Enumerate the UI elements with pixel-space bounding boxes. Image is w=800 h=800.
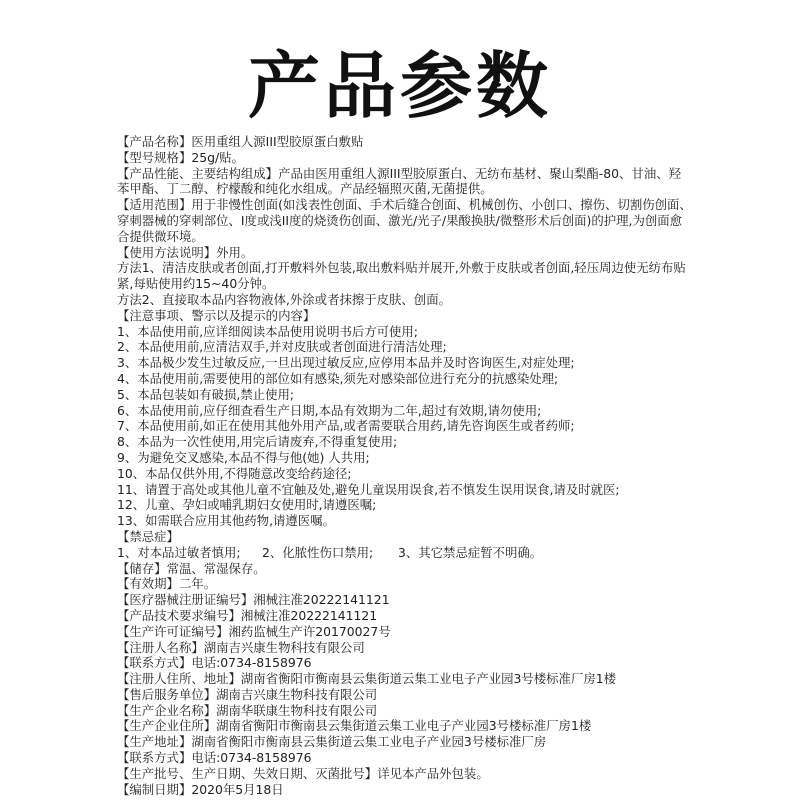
spec-row (117, 150, 692, 166)
storage-value: 常温、常湿保存。 (166, 560, 266, 576)
storage-label: 【储存】 (117, 560, 167, 576)
aftersale-label: 【售后服务单位】 (117, 686, 217, 702)
product-name-value: 医用重组人源III型胶原蛋白敷贴 (191, 134, 364, 149)
scope-row (117, 197, 692, 244)
manufacturer-value: 湖南华联康生物科技有限公司 (216, 702, 378, 718)
caution-item: 3、本品极少发生过敏反应,一旦出现过敏反应,应停用本品并及时咨询医生,对症处理; (117, 355, 575, 371)
manufacturer-residence-value: 湖南省衡阳市衡南县云集街道云集工业电子产业园3号楼标准厂房1楼 (216, 718, 592, 734)
compiled-date-label: 【编制日期】 (117, 781, 192, 797)
tech-requirement-label: 【产品技术要求编号】 (117, 607, 241, 623)
caution-item: 12、儿童、孕妇或哺乳期妇女使用时,请遵医嘱; (117, 497, 377, 513)
usage-row (117, 245, 692, 261)
registrant-address-row (117, 671, 692, 687)
registrant-address-value: 湖南省衡阳市衡南县云集街道云集工业电子产业园3号楼标准厂房1楼 (240, 671, 617, 687)
validity-label: 【有效期】 (117, 576, 179, 592)
usage-label: 【使用方法说明】 (117, 244, 217, 260)
contact-row (117, 655, 692, 671)
contact-label: 【联系方式】 (117, 655, 192, 671)
production-address-value: 湖南省衡阳市衡南县云集街道云集工业电子产业园3号楼标准厂房 (191, 734, 547, 750)
production-license-label: 【生产许可证编号】 (117, 623, 229, 639)
performance-label: 【产品性能、主要结构组成】 (117, 165, 279, 181)
spec-value: 25g/贴。 (191, 149, 244, 165)
batch-info-value: 详见本产品外包装。 (377, 765, 489, 781)
spec-label: 【型号规格】 (117, 149, 192, 165)
batch-info-row (117, 766, 692, 782)
aftersale-row (117, 687, 692, 703)
method-2: 方法2、直接取本品内容物液体,外涂或者抹擦于皮肤、创面。 (117, 291, 451, 307)
validity-value: 二年。 (178, 576, 217, 592)
caution-item: 11、请置于高处或其他儿童不宜触及处,避免儿童误用误食,若不慎发生误用误食,请及时就医; (117, 481, 620, 497)
contraindication-item: 2、化脓性伤口禁用; (262, 544, 374, 560)
aftersale-value: 湖南吉兴康生物科技有限公司 (216, 686, 378, 702)
caution-item: 10、本品仅供外用,不得随意改变给药途径; (117, 465, 352, 481)
caution-item: 4、本品使用前,需要使用的部位如有感染,须先对感染部位进行充分的抗感染处理; (117, 370, 559, 386)
tech-requirement-row (117, 608, 692, 624)
tech-requirement-value: 湘械注准20222141121 (240, 607, 378, 623)
contraindications-row (117, 545, 692, 561)
caution-item: 7、本品使用前,如正在使用其他外用产品,或者需要联合用药,请先咨询医生或者药师; (117, 418, 575, 434)
manufacturer-label: 【生产企业名称】 (117, 702, 217, 718)
production-license-row (117, 624, 692, 640)
performance-row (117, 166, 692, 198)
caution-item: 13、如需联合应用其他药物,请遵医嘱。 (117, 513, 335, 529)
caution-item: 9、为避免交叉感染,本品不得与他(她) 人共用; (117, 449, 370, 465)
storage-row (117, 561, 692, 577)
batch-info-label: 【生产批号、生产日期、失效日期、灭菌批号】 (117, 765, 378, 781)
cautions-heading: 【注意事项、警示以及提示的内容】 (117, 307, 316, 323)
production-address-row (117, 734, 692, 750)
product-name-label: 【产品名称】 (117, 134, 192, 149)
compiled-date-value: 2020年5月18日 (191, 781, 284, 797)
manufacturer-residence-label: 【生产企业住所】 (117, 718, 217, 734)
registration-number-row (117, 592, 692, 608)
registrant-label: 【注册人名称】 (117, 639, 204, 655)
contact-value: 电话:0734-8158976 (191, 750, 312, 766)
contraindication-item: 1、对本品过敏者慎用; (117, 544, 241, 560)
scope-value: 用于非慢性创面(如浅表性创面、手术后缝合创面、机械创伤、小创口、擦伤、切割伤创面、穿刺器械的穿刺部位、I度或浅II度的烧烫伤创面、激光/光子/果酸换肤/微整形术后创面)的护理,为创面愈合提供微环境。 (117, 197, 692, 244)
manufacturer-residence-row (117, 718, 692, 734)
caution-item: 1、本品使用前,应详细阅读本品使用说明书后方可使用; (117, 323, 418, 339)
registration-number-value: 湘械注准20222141121 (253, 592, 390, 608)
production-license-value: 湘药监械生产许20170027号 (228, 623, 391, 639)
method-1: 方法1、清洁皮肤或者创面,打开敷料外包装,取出敷料贴并展开,外敷于皮肤或者创面,轻压周边使无纺布贴紧,每贴使用约15~40分钟。 (117, 260, 686, 292)
product-name-row (117, 134, 692, 150)
registration-number-label: 【医疗器械注册证编号】 (117, 592, 254, 608)
contact-label: 【联系方式】 (117, 750, 192, 766)
caution-item: 6、本品使用前,应仔细查看生产日期,本品有效期为二年,超过有效期,请勿使用; (117, 402, 542, 418)
product-parameters (117, 134, 692, 797)
registrant-row (117, 640, 692, 656)
manufacturer-row (117, 703, 692, 719)
caution-item: 2、本品使用前,应清洁双手,并对皮肤或者创面进行清洁处理; (117, 339, 447, 355)
registrant-value: 湖南吉兴康生物科技有限公司 (203, 639, 365, 655)
page-title: 产品参数 (247, 44, 552, 128)
usage-value: 外用。 (216, 244, 254, 260)
contraindications-heading: 【禁忌症】 (117, 528, 179, 544)
caution-item: 5、本品包装如有破损,禁止使用; (117, 386, 295, 402)
registrant-address-label: 【注册人住所、地址】 (117, 671, 241, 687)
scope-label: 【适用范围】 (117, 197, 192, 213)
caution-item: 8、本品为一次性使用,用完后请废弃,不得重复使用; (117, 434, 398, 450)
production-address-label: 【生产地址】 (117, 734, 192, 750)
contact-row-2 (117, 750, 692, 766)
validity-row (117, 576, 692, 592)
contraindication-item: 3、其它禁忌症暂不明确。 (398, 544, 543, 560)
performance-value: 产品由医用重组人源III型胶原蛋白、无纺布基材、聚山梨酯-80、甘油、羟苯甲酯、丁二醇、柠檬酸和纯化水组成。产品经辐照灭菌,无菌提供。 (117, 165, 681, 197)
compiled-date-row (117, 782, 692, 798)
contact-value: 电话:0734-8158976 (191, 655, 312, 671)
